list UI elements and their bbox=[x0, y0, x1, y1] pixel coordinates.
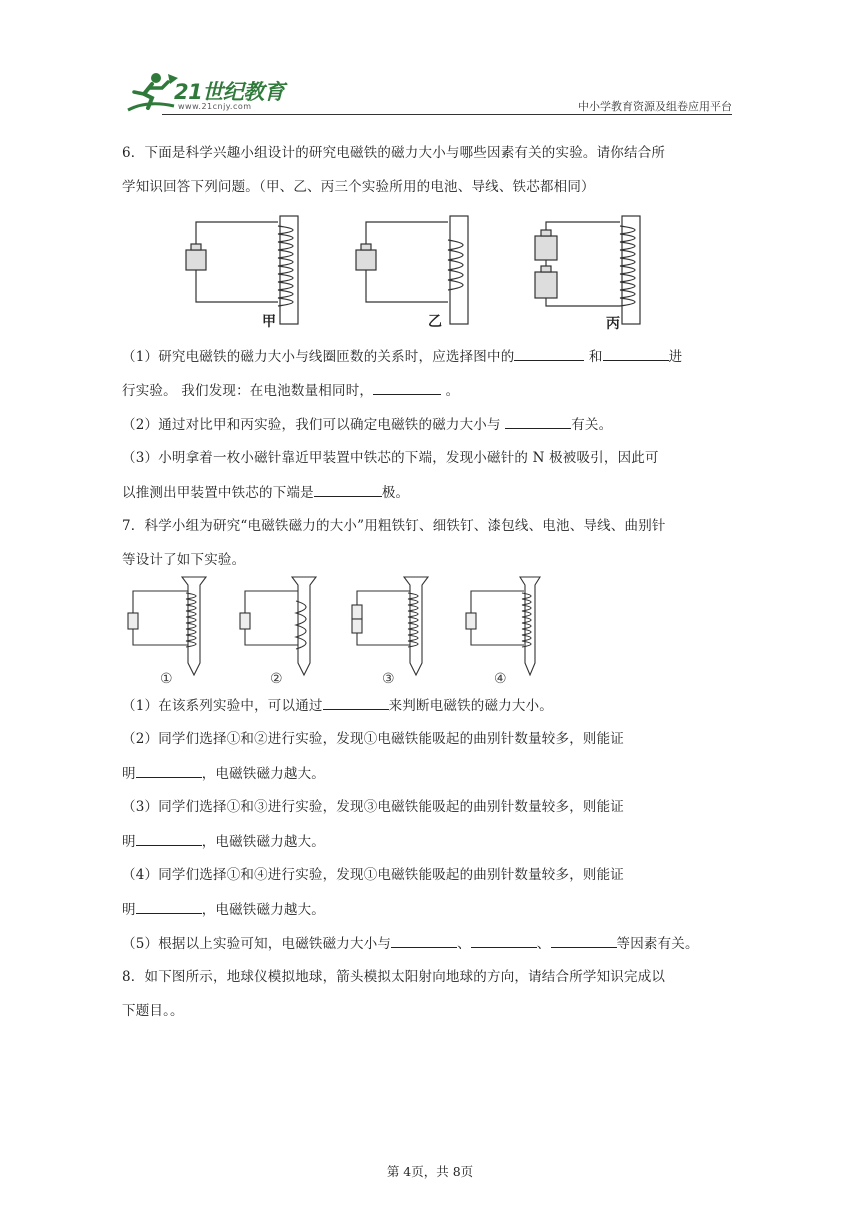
logo-url: www.21cnjy.com bbox=[178, 102, 252, 111]
answer-blank[interactable] bbox=[551, 933, 617, 948]
page-number: 第 4页，共 8页 bbox=[386, 1164, 474, 1179]
q6-part3-line1: （3）小明拿着一枚小磁针靠近甲装置中铁芯的下端，发现小磁针的 N 极被吸引，因此可 bbox=[122, 450, 659, 466]
answer-blank[interactable] bbox=[323, 695, 389, 710]
answer-blank[interactable] bbox=[136, 899, 202, 914]
fig-label-bing: 丙 bbox=[606, 316, 620, 332]
setup-2 bbox=[240, 577, 316, 675]
q6-part2: （2）通过对比甲和丙实验，我们可以确定电磁铁的磁力大小与 有关。 bbox=[122, 414, 612, 435]
setup-4 bbox=[466, 577, 540, 675]
q6-circuit-figure bbox=[180, 214, 660, 334]
q7-part4-line1: （4）同学们选择①和④进行实验，发现①电磁铁能吸起的曲别针数量较多，则能证 bbox=[122, 867, 624, 883]
q7-part3-line2: 明 ，电磁铁磁力越大。 bbox=[122, 831, 325, 852]
logo-text: 21世纪教育 bbox=[174, 80, 285, 104]
fig-label-jia: 甲 bbox=[262, 314, 276, 330]
q7-part2-line1: （2）同学们选择①和②进行实验，发现①电磁铁能吸起的曲别针数量较多，则能证 bbox=[122, 731, 624, 747]
q7-stem-line2: 等设计了如下实验。 bbox=[122, 552, 246, 568]
q7-stem-line1: 7．科学小组为研究“电磁铁磁力的大小”用粗铁钉、细铁钉、漆包线、电池、导线、曲别针 bbox=[122, 518, 666, 534]
fig-label-1: ① bbox=[160, 671, 173, 687]
site-logo bbox=[122, 70, 297, 116]
q6-part1-line2: 行实验。 我们发现：在电池数量相同时， 。 bbox=[122, 380, 459, 401]
answer-blank[interactable] bbox=[391, 933, 457, 948]
answer-blank[interactable] bbox=[136, 831, 202, 846]
q6-stem-line1: 6．下面是科学兴趣小组设计的研究电磁铁的磁力大小与哪些因素有关的实验。请你结合所 bbox=[122, 145, 666, 161]
q8-stem-line2: 下题目。。 bbox=[122, 1003, 184, 1019]
q6-part3-line2: 以推测出甲装置中铁芯的下端是 极。 bbox=[122, 482, 409, 503]
circuit-bing bbox=[535, 216, 640, 324]
q8-stem-line1: 8．如下图所示，地球仪模拟地球，箭头模拟太阳射向地球的方向，请结合所学知识完成以 bbox=[122, 969, 666, 985]
q7-part3-line1: （3）同学们选择①和③进行实验，发现③电磁铁能吸起的曲别针数量较多，则能证 bbox=[122, 799, 624, 815]
q7-part2-line2: 明 ，电磁铁磁力越大。 bbox=[122, 763, 325, 784]
runner-logo-icon bbox=[122, 70, 182, 116]
q6-stem-line2: 学知识回答下列问题。（甲、乙、丙三个实验所用的电池、导线、铁芯都相同） bbox=[122, 179, 595, 195]
answer-blank[interactable] bbox=[373, 380, 441, 395]
answer-blank[interactable] bbox=[514, 346, 584, 361]
circuit-jia bbox=[186, 216, 298, 324]
q6-part1-line1: （1）研究电磁铁的磁力大小与线圈匝数的关系时，应选择图中的 和 进 bbox=[122, 346, 682, 367]
fig-label-2: ② bbox=[270, 671, 283, 687]
answer-blank[interactable] bbox=[136, 763, 202, 778]
fig-label-4: ④ bbox=[494, 671, 507, 687]
answer-blank[interactable] bbox=[471, 933, 537, 948]
answer-blank[interactable] bbox=[505, 414, 571, 429]
q7-nail-figure bbox=[126, 575, 566, 687]
setup-1 bbox=[128, 577, 206, 675]
q7-part5: （5）根据以上实验可知，电磁铁磁力大小与 、 、 等因素有关。 bbox=[122, 933, 699, 954]
fig-label-yi: 乙 bbox=[428, 314, 442, 330]
answer-blank[interactable] bbox=[314, 482, 382, 497]
setup-3 bbox=[352, 577, 428, 675]
page-header bbox=[122, 70, 732, 120]
q7-part1: （1）在该系列实验中，可以通过 来判断电磁铁的磁力大小。 bbox=[122, 695, 553, 716]
circuit-yi bbox=[356, 216, 468, 324]
q7-part4-line2: 明 ，电磁铁磁力越大。 bbox=[122, 899, 325, 920]
fig-label-3: ③ bbox=[382, 671, 395, 687]
platform-name: 中小学教育资源及组卷应用平台 bbox=[578, 100, 732, 113]
header-divider bbox=[162, 114, 732, 115]
answer-blank[interactable] bbox=[603, 346, 669, 361]
